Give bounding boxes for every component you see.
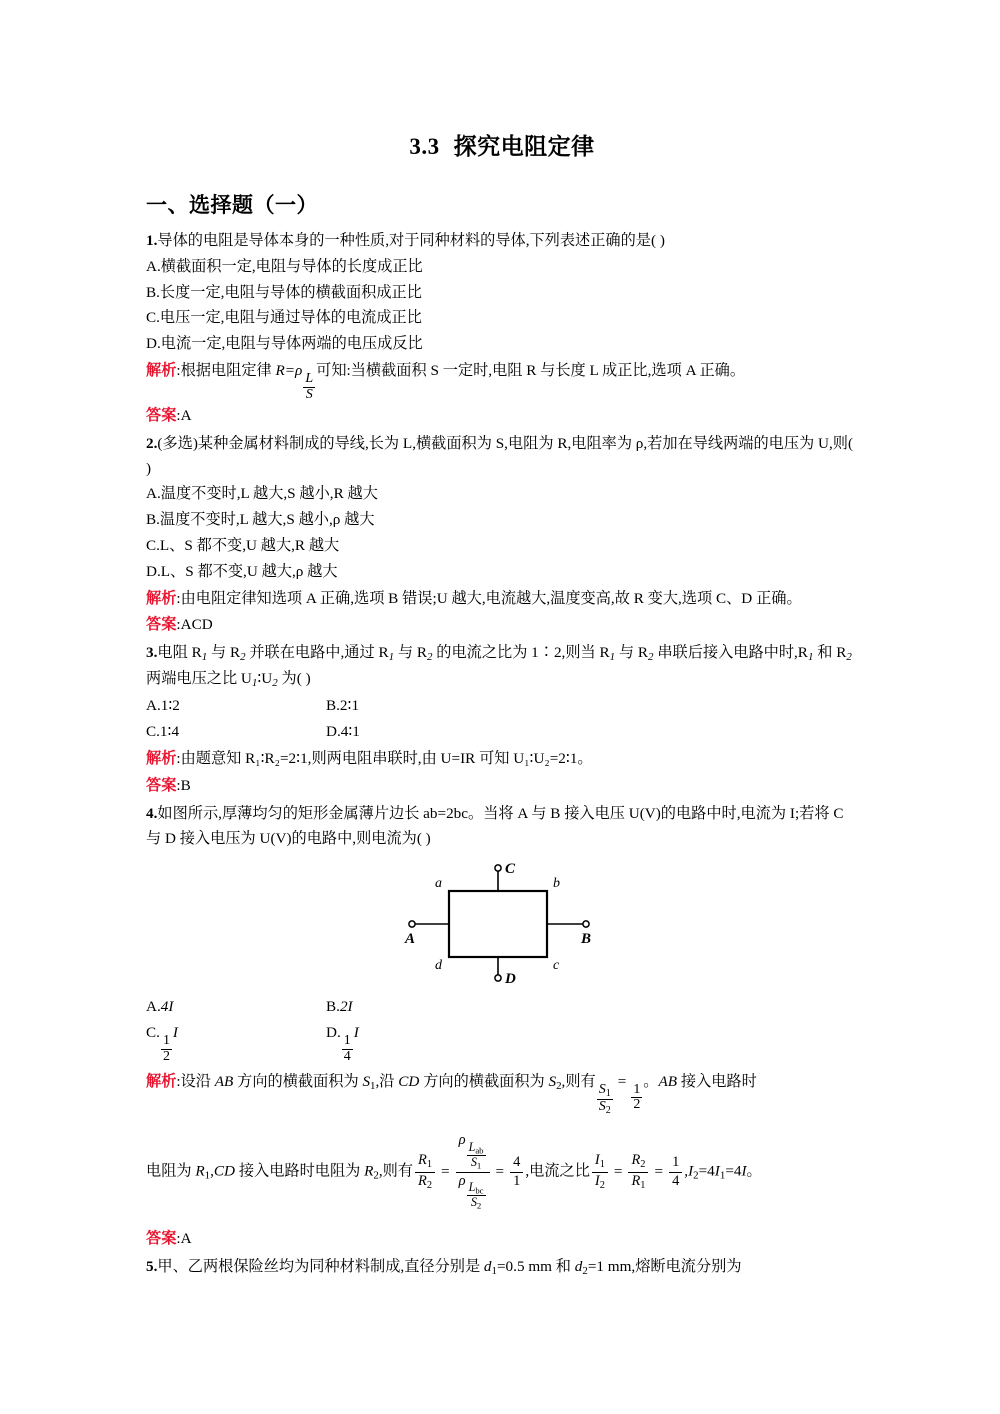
q3-sub9: 1 <box>251 677 258 689</box>
q3-sub1: 1 <box>201 651 208 664</box>
question-1-number: 1. <box>146 232 158 249</box>
question-4-stem <box>146 802 858 852</box>
question-4-option-d[interactable] <box>326 1021 682 1064</box>
answer-colon: : <box>176 616 181 634</box>
q3-p2: 与 R <box>207 644 241 662</box>
answer-label: 答案 <box>146 407 177 425</box>
question-4-figure <box>146 859 858 989</box>
fraction-numerator: L <box>305 371 314 387</box>
question-2 <box>146 432 858 638</box>
question-2-option-b[interactable]: B.温度不变时,L 越大,S 越小,ρ 越大 <box>146 511 375 529</box>
question-2-option-c[interactable]: C.L、S 都不变,U 越大,R 越大 <box>146 536 340 554</box>
answer-label: 答案 <box>146 777 177 795</box>
question-3-options <box>146 694 858 746</box>
q3-p1: 电阻 R <box>157 644 202 662</box>
q3-sub6: 2 <box>648 651 654 664</box>
fraction-denominator: 2 <box>162 1048 170 1064</box>
fraction-denominator: 4 <box>343 1048 351 1064</box>
page-title-text: 探究电阻定律 <box>453 134 595 159</box>
q3-sub8: 2 <box>846 651 852 664</box>
fraction-numerator: 1 <box>162 1033 170 1049</box>
option-letter: C. <box>146 1024 160 1042</box>
question-1-option-b[interactable]: B.长度一定,电阻与导体的横截面积成正比 <box>146 283 422 301</box>
q3-p10: ∶U <box>257 669 273 687</box>
question-1-analysis-suffix: 可知:当横截面积 S 一定时,电阻 R 与长度 L 成正比,选项 A 正确。 <box>316 361 746 379</box>
question-1-formula-lead: R=ρ <box>275 361 303 379</box>
question-4-option-c[interactable] <box>146 1021 326 1064</box>
q3-p11: 为( ) <box>277 669 311 687</box>
question-3-analysis-text: 由题意知 R₁∶R₂=2∶1,则两电阻串联时,由 U=IR 可知 U₁∶U₂=2∶1。 <box>180 750 593 768</box>
answer-label: 答案 <box>146 616 177 634</box>
question-2-option-d[interactable]: D.L、S 都不变,U 越大,ρ 越大 <box>146 562 338 580</box>
rectangular-metal-sheet-diagram <box>387 859 617 989</box>
answer-colon: : <box>176 407 181 425</box>
answer-label: 答案 <box>146 1230 177 1248</box>
question-4 <box>146 802 858 1252</box>
corner-label-c: c <box>553 958 560 974</box>
q3-sub2: 2 <box>240 651 246 664</box>
question-2-option-a[interactable]: A.温度不变时,L 越大,S 越小,R 越大 <box>146 485 378 503</box>
terminal-label-a: A <box>405 931 416 948</box>
question-1-answer <box>146 404 858 429</box>
question-3-answer <box>146 774 858 799</box>
option-value: I <box>353 1024 359 1042</box>
question-4-option-b[interactable] <box>326 995 682 1020</box>
question-2-analysis-text: 由电阻定律知选项 A 正确,选项 B 错误;U 越大,电流越大,温度变高,故 R 变大,选项 C、D 正确。 <box>180 589 802 607</box>
question-1-options <box>146 255 858 357</box>
section-heading: 一、选择题（一） <box>146 193 318 217</box>
question-1-option-d[interactable]: D.电流一定,电阻与导体两端的电压成反比 <box>146 335 423 353</box>
analysis-label: 解析 <box>146 589 177 607</box>
question-1-answer-value: A <box>180 407 192 425</box>
question-5-stem: 5.甲、乙两根保险丝均为同种材料制成,直径分别是 $d_1=0.5$ mm 和 $d_2=1$ mm,熔断电流分别为 <box>146 1257 742 1277</box>
option-letter: A. <box>146 998 161 1016</box>
answer-colon: : <box>176 777 181 795</box>
option-letter: B. <box>326 998 340 1016</box>
question-1-option-a[interactable]: A.横截面积一定,电阻与导体的长度成正比 <box>146 257 423 275</box>
option-value: 2I <box>339 998 353 1016</box>
question-4-options <box>146 995 858 1065</box>
option-fraction <box>161 1034 172 1064</box>
terminal-dot-c <box>495 865 501 871</box>
fraction-numerator: 1 <box>343 1033 351 1049</box>
q3-p5: 的电流之比为 1∶2,则当 R <box>432 644 610 662</box>
answer-colon: : <box>176 1230 181 1248</box>
corner-label-b: b <box>553 876 560 892</box>
option-fraction <box>342 1034 353 1064</box>
terminal-label-c: C <box>505 861 516 878</box>
page-title <box>146 0 858 165</box>
terminal-label-b: B <box>581 931 592 948</box>
question-2-answer-value: ACD <box>180 616 213 634</box>
corner-label-a: a <box>435 876 442 892</box>
question-2-stem-text: (多选)某种金属材料制成的导线,长为 L,横截面积为 S,电阻为 R,电阻率为 ρ,若加在导线两端的电压为 U,则( ) <box>146 434 854 477</box>
q3-sub10: 2 <box>272 677 278 689</box>
question-1-stem <box>146 229 858 254</box>
fraction-denominator: S <box>305 386 313 402</box>
option-value: I <box>172 1024 178 1042</box>
option-letter: D. <box>326 1024 341 1042</box>
question-1-option-c[interactable]: C.电压一定,电阻与通过导体的电流成正比 <box>146 309 422 327</box>
question-4-stem-text: 如图所示,厚薄均匀的矩形金属薄片边长 ab=2bc。当将 A 与 B 接入电压 U(V)的电路中时,电流为 I;若将 C 与 D 接入电压为 U(V)的电路中,则电流为( ) <box>146 804 844 847</box>
corner-label-d: d <box>435 958 442 974</box>
question-3-option-a[interactable]: A.1∶2 <box>146 696 180 714</box>
terminal-dot-a <box>409 921 415 927</box>
question-4-analysis-line1: 解析:设沿 AB 方向的横截面积为 $S_1$,沿 CD 方向的横截面积为 $S_2$,则有 $\frac{S_1}{S_2}$ = $\frac{1}{2}$ 。AB 接入电路时 <box>146 1072 757 1116</box>
question-3-number: 3. <box>146 644 158 662</box>
q3-sub7: 1 <box>807 651 814 664</box>
q3-sub3: 1 <box>388 651 395 664</box>
analysis-label: 解析 <box>146 361 177 379</box>
analysis-colon: : <box>176 750 181 768</box>
analysis-label: 解析 <box>146 750 177 768</box>
question-5 <box>146 1255 858 1281</box>
question-1-stem-text: 导体的电阻是导体本身的一种性质,对于同种材料的导体,下列表述正确的是( ) <box>157 232 665 249</box>
question-4-answer-value: A <box>180 1230 192 1248</box>
option-value: 4I <box>160 998 174 1016</box>
q3-p4: 与 R <box>394 644 427 662</box>
terminal-dot-d <box>495 975 501 981</box>
question-1-analysis <box>146 359 858 402</box>
q3-sub4: 2 <box>426 651 433 664</box>
analysis-label: 解析 <box>146 1072 177 1090</box>
question-5-number: 5. <box>146 1257 158 1275</box>
page-title-number: 3.3 <box>409 134 440 159</box>
question-4-answer <box>146 1227 858 1252</box>
question-1-formula-fraction <box>303 372 315 402</box>
question-4-option-a[interactable] <box>146 995 326 1020</box>
question-2-options <box>146 482 858 584</box>
question-2-stem <box>146 432 858 482</box>
question-3-option-b[interactable]: B.2∶1 <box>326 696 360 714</box>
question-3 <box>146 641 858 799</box>
question-3-option-c[interactable]: C.1∶4 <box>146 722 180 740</box>
question-2-analysis <box>146 587 858 612</box>
question-4-analysis-line2: 电阻为 $R_1,CD$ 接入电路时电阻为 $R_2$,则有 $\frac{R_1}{R_2}$ = ρ $\frac{L_{ab}}{S_1}$ ρ $\frac{L_{bc}}{S_2}$ = $\frac{4}{1}$ ,电流之比 $\frac{I_1}{I_2}$ = $\frac{R_2}{R_1}$ = $\frac{1}{4}$ $,I_2=4I_1=4I$。 <box>146 1132 762 1211</box>
question-1-analysis-prefix: 根据电阻定律 <box>180 361 276 379</box>
terminal-dot-b <box>583 921 589 927</box>
q3-p3: 并联在电路中,通过 R <box>245 644 389 662</box>
metal-sheet-rectangle <box>449 891 547 957</box>
question-3-option-d[interactable]: D.4∶1 <box>326 722 360 740</box>
page-content <box>146 0 858 1282</box>
question-3-stem <box>146 641 858 693</box>
q3-p9: 两端电压之比 U <box>146 669 252 687</box>
analysis-colon: : <box>176 1072 181 1090</box>
analysis-colon: : <box>176 589 181 607</box>
q3-sub5: 1 <box>609 651 616 664</box>
q3-p7: 串联后接入电路中时,R <box>653 644 808 662</box>
question-1 <box>146 229 858 429</box>
question-3-answer-value: B <box>180 777 191 795</box>
analysis-colon: : <box>176 361 181 379</box>
question-3-analysis <box>146 747 858 772</box>
terminal-label-d: D <box>505 971 516 988</box>
q3-p6: 与 R <box>615 644 649 662</box>
q3-p8: 和 R <box>813 644 847 662</box>
question-2-answer <box>146 613 858 638</box>
question-4-number: 4. <box>146 804 158 822</box>
question-2-number: 2. <box>146 434 158 452</box>
